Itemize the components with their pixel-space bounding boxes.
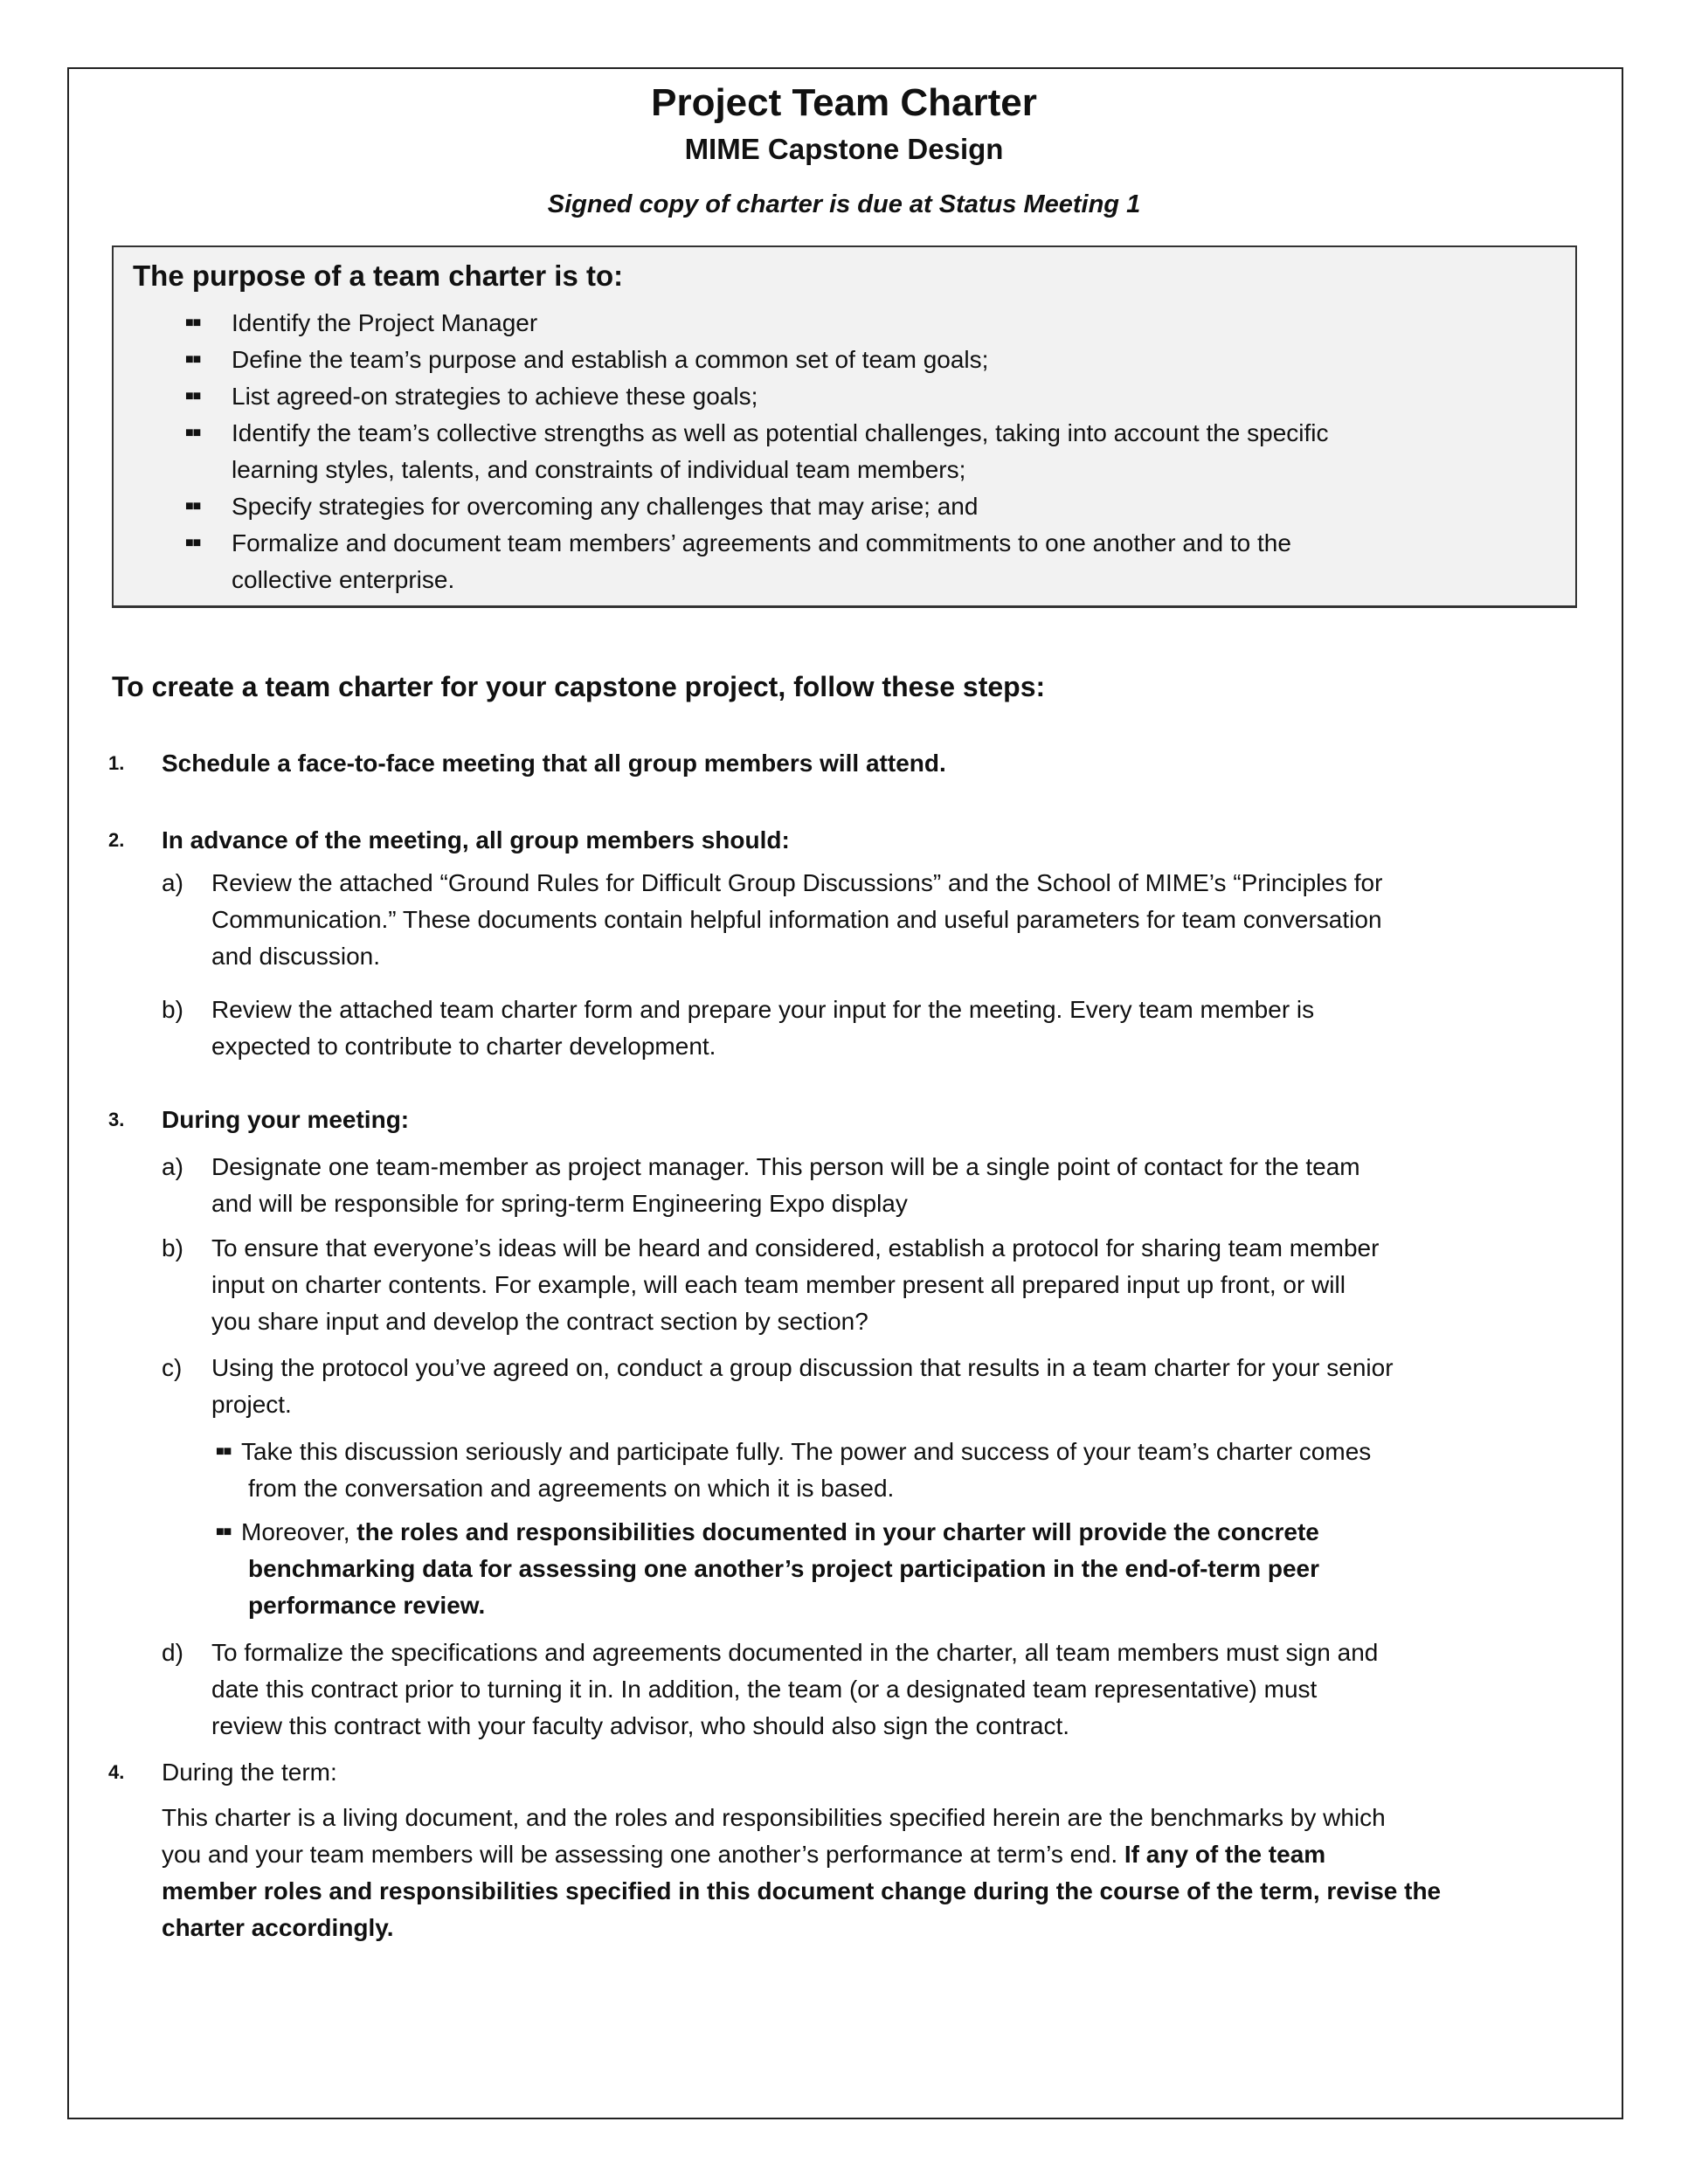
page-subtitle: MIME Capstone Design [684, 133, 1004, 165]
bullet-item [185, 488, 1329, 525]
text-line: Take this discussion seriously and participate fully. The power and success of your team’s charter comes [241, 1438, 1372, 1465]
bold-text: benchmarking data for assessing one another’s project participation in the end-of-term peer [248, 1555, 1320, 1582]
text-line: Designate one team-member as project manager. This person will be a single point of contact for the team [211, 1153, 1360, 1180]
step-2b-text [211, 992, 1314, 1065]
bullet-text: List agreed-on strategies to achieve these goals; [232, 383, 758, 410]
bullet-item [185, 378, 1329, 415]
bullet-icon: ■■ [185, 425, 201, 440]
bullet-text: Specify strategies for overcoming any challenges that may arise; and [232, 493, 979, 520]
text-line: input on charter contents. For example, will each team member present all prepared input up front, or will [211, 1271, 1346, 1298]
step-2b-letter: b) [162, 996, 183, 1023]
bold-text: performance review. [248, 1592, 486, 1619]
step-3c-bullet-1 [241, 1434, 1371, 1507]
text-line: review this contract with your faculty advisor, who should also sign the contract. [211, 1712, 1070, 1739]
step-3a-text [211, 1149, 1360, 1222]
bullet-icon: ■■ [185, 536, 201, 550]
text-line: and will be responsible for spring-term Engineering Expo display [211, 1190, 908, 1217]
step-3d-text [211, 1635, 1378, 1745]
text-line [162, 1873, 1441, 1910]
step-2a-text [211, 865, 1382, 975]
bold-text: If any of the team [1124, 1841, 1326, 1868]
bullet-icon: ■■ [185, 315, 201, 330]
bold-text: the roles and responsibilities documented in your charter will provide the concrete [356, 1518, 1319, 1545]
text-line: and discussion. [211, 943, 381, 970]
text-line [241, 1551, 1319, 1587]
bullet-item [185, 415, 1329, 488]
bullet-text: Identify the team’s collective strengths as well as potential challenges, taking into account the specific [232, 419, 1329, 446]
step-2a-letter: a) [162, 869, 183, 896]
step-3c-bullet-2 [241, 1514, 1319, 1624]
text-line: Communication.” These documents contain helpful information and useful parameters for team conversation [211, 906, 1382, 933]
text-line [241, 1514, 1319, 1551]
step-4-number: 4. [108, 1761, 125, 1783]
step-4-text [162, 1800, 1441, 1946]
bullet-text: collective enterprise. [232, 566, 455, 593]
bullet-icon: ■■ [216, 1444, 232, 1459]
steps-heading: To create a team charter for your capstone project, follow these steps: [112, 671, 1046, 702]
text-line [162, 1800, 1441, 1836]
step-3c-letter: c) [162, 1354, 183, 1381]
step-3-label: During your meeting: [162, 1106, 410, 1133]
step-3-number: 3. [108, 1109, 125, 1130]
purpose-bullet-list [185, 305, 1329, 598]
bold-text: member roles and responsibilities specified in this document change during the course of the term, revise the [162, 1877, 1442, 1904]
step-2-label: In advance of the meeting, all group members should: [162, 826, 790, 854]
text-run: Moreover, [241, 1518, 357, 1545]
text-line: from the conversation and agreements on which it is based. [248, 1475, 895, 1502]
text-line: expected to contribute to charter development. [211, 1033, 716, 1060]
text-line: project. [211, 1391, 292, 1418]
bullet-item [185, 525, 1329, 598]
bullet-icon: ■■ [185, 389, 201, 404]
text-run: This charter is a living document, and the roles and responsibilities specified herein are the benchmarks by which [162, 1804, 1386, 1831]
text-line: you share input and develop the contract section by section? [211, 1308, 868, 1335]
step-3b-letter: b) [162, 1234, 183, 1261]
purpose-heading: The purpose of a team charter is to: [133, 259, 624, 292]
bullet-icon: ■■ [185, 352, 201, 367]
step-3a-letter: a) [162, 1153, 183, 1180]
text-line: Review the attached “Ground Rules for Difficult Group Discussions” and the School of MIME’s “Principles for [211, 869, 1383, 896]
step-2-number: 2. [108, 829, 125, 851]
bullet-text: Formalize and document team members’ agreements and commitments to one another and to the [232, 529, 1291, 556]
step-3d-letter: d) [162, 1639, 183, 1666]
bold-text: charter accordingly. [162, 1914, 394, 1941]
page-title: Project Team Charter [651, 81, 1037, 124]
text-line: To ensure that everyone’s ideas will be heard and considered, establish a protocol for sharing team member [211, 1234, 1380, 1261]
bullet-icon: ■■ [216, 1524, 232, 1539]
due-note: Signed copy of charter is due at Status Meeting 1 [547, 190, 1141, 218]
bullet-text: Define the team’s purpose and establish a common set of team goals; [232, 346, 989, 373]
step-3b-text [211, 1230, 1379, 1340]
text-run: you and your team members will be assessing one another’s performance at term’s end. [162, 1841, 1124, 1868]
text-line: Using the protocol you’ve agreed on, conduct a group discussion that results in a team charter for your senior [211, 1354, 1394, 1381]
bullet-text: learning styles, talents, and constraints of individual team members; [232, 456, 966, 483]
text-line [162, 1836, 1441, 1873]
text-line: date this contract prior to turning it in. In addition, the team (or a designated team representative) must [211, 1676, 1318, 1703]
bullet-item [185, 305, 1329, 342]
step-1-number: 1. [108, 752, 125, 774]
bullet-text: Identify the Project Manager [232, 309, 538, 336]
step-1-label: Schedule a face-to-face meeting that all group members will attend. [162, 750, 946, 777]
text-line [162, 1910, 1441, 1946]
bullet-item [185, 342, 1329, 378]
text-line [241, 1587, 1319, 1624]
text-line: Review the attached team charter form and prepare your input for the meeting. Every team member is [211, 996, 1315, 1023]
bullet-icon: ■■ [185, 499, 201, 514]
step-3c-text [211, 1350, 1394, 1423]
step-4-label: During the term: [162, 1759, 337, 1786]
text-line: To formalize the specifications and agreements documented in the charter, all team members must sign and [211, 1639, 1379, 1666]
